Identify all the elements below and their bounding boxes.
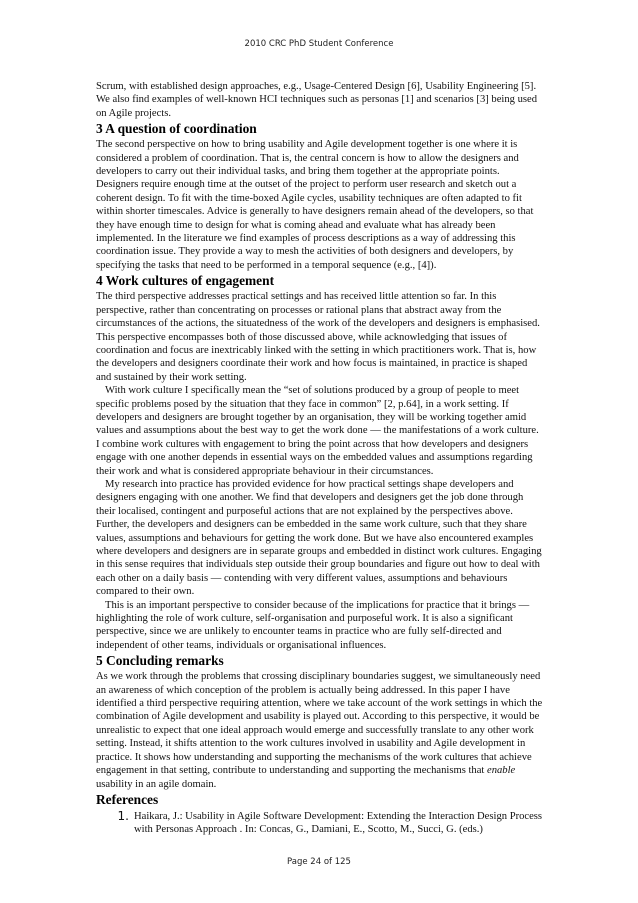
section-3-paragraph: The second perspective on how to bring usability and Agile development together is one where it is considered a problem of coordination. That is, the central concern is how to allow the designers and developers to carry out their individual tasks, and bring them together at the appropriate points. Designers require enough time at the outset of the project to perform user research and sketch out a coherent design. To fit with the time-boxed Agile cycles, usability techniques are often adapted to fit within shorter timescales. Advice is generally to have designers remain ahead of the developers, so that they have enough time to design for what is coming ahead and evaluate what has already been implemented. In the literature we find examples of process descriptions as a way of addressing this coordination issue. They provide a way to mesh the activities of both designers and developers, by specifying the tasks that need to be performed in a temporal sequence (e.g., [4]). [96,139,534,271]
reference-number: 1. [117,808,129,823]
section-4-paragraph-1: The third perspective addresses practical settings and has received little attention so far. In this perspective, rather than concentrating on processes or rational plans that abstract away from the circumstances of the actions, the situatedness of the work of the developers and designers is emphasised. This perspective encompasses both of those discussed above, while acknowledging that issues of coordination and focus are inextricably linked with the setting in which practitioners work. That is, how the developers and designers coordinate their work and how focus is maintained, in practice is shaped and sustained by their work setting. [96,291,540,383]
reference-item [96,810,544,837]
references-heading: References [96,791,159,807]
intro-paragraph: Scrum, with established design approaches, e.g., Usage-Centered Design [6], Usability Engineering [5]. We also find examples of well-known HCI techniques such as personas [1] and scenarios [3] being used on Agile projects. [96,81,538,119]
section-5-text-before: As we work through the problems that crossing disciplinary boundaries suggest, we simultaneously need an awareness of which conception of the problem is actually being addressed. In this paper I have identified a third perspective requiring attention, where we take account of the work settings in which the combination of Agile development and usability is played out. According to this perspective, it would be unrealistic to expect that one ideal approach would emerge and successfully translate to any other work setting. Instead, it shifts attention to the work cultures involved in usability and Agile development in practice. It shows how understanding and supporting the mechanisms of the work cultures that achieve engagement in that setting, contribute to understanding and supporting the mechanisms that [96,671,543,777]
section-4-paragraph-3: My research into practice has provided evidence for how practical settings shape developers and designers engaging with one another. We find that developers and designers get the job done through their localised, contingent and purposeful actions that are not explained by the perspectives above. Further, the developers and designers can be embedded in the same work culture, such that they share values, assumptions and behaviours for getting the work done. But we have also encountered examples where developers and designers are in separate groups and embedded in distinct work cultures. Engaging in this sense requires that individuals step outside their group boundaries and figure out how to deal with each other on a daily basis — contending with very different values, assumptions and behaviours compared to their own. [96,478,542,598]
page-number-footer: Page 24 of 125 [287,857,351,867]
section-4-heading: 4 Work cultures of engagement [96,273,275,289]
section-4-paragraph-4: This is an important perspective to consider because of the implications for practice that it brings — highlighting the role of work culture, self-organisation and purposeful work. It is also a significant perspective, since we are unlikely to encounter teams in practice who are fully self-directed and independent of other teams, individuals or organisational influences. [96,599,530,651]
section-3-heading: 3 A question of coordination [96,121,257,137]
references-list [96,810,544,837]
emphasis-enable: enable [487,765,516,777]
reference-text: Haikara, J.: Usability in Agile Software Development: Extending the Interaction Design Process with Personas Approach . In: Concas, G., Damiani, E., Scotto, M., Succi, G. (eds.) [134,810,543,836]
running-header: 2010 CRC PhD Student Conference [244,39,394,49]
page-body [96,80,544,837]
section-5-paragraph [96,670,544,791]
section-5-text-after: usability in an agile domain. [96,778,217,790]
section-4-paragraph-2: With work culture I specifically mean the “set of solutions produced by a group of people to meet specific problems posed by the situation that they face in common” [2, p.64], in a work setting. If developers and designers are brought together by an organisation, they will be working together amid values and assumptions about the best way to get the work done — the manifestations of a work culture. I combine work cultures with engagement to bring the point across that how developers and designers engage with one another depends in essential ways on the embedded values and assumptions regarding their work and what is considered appropriate behaviour in their circumstances. [96,385,539,477]
section-5-heading: 5 Concluding remarks [96,653,224,669]
